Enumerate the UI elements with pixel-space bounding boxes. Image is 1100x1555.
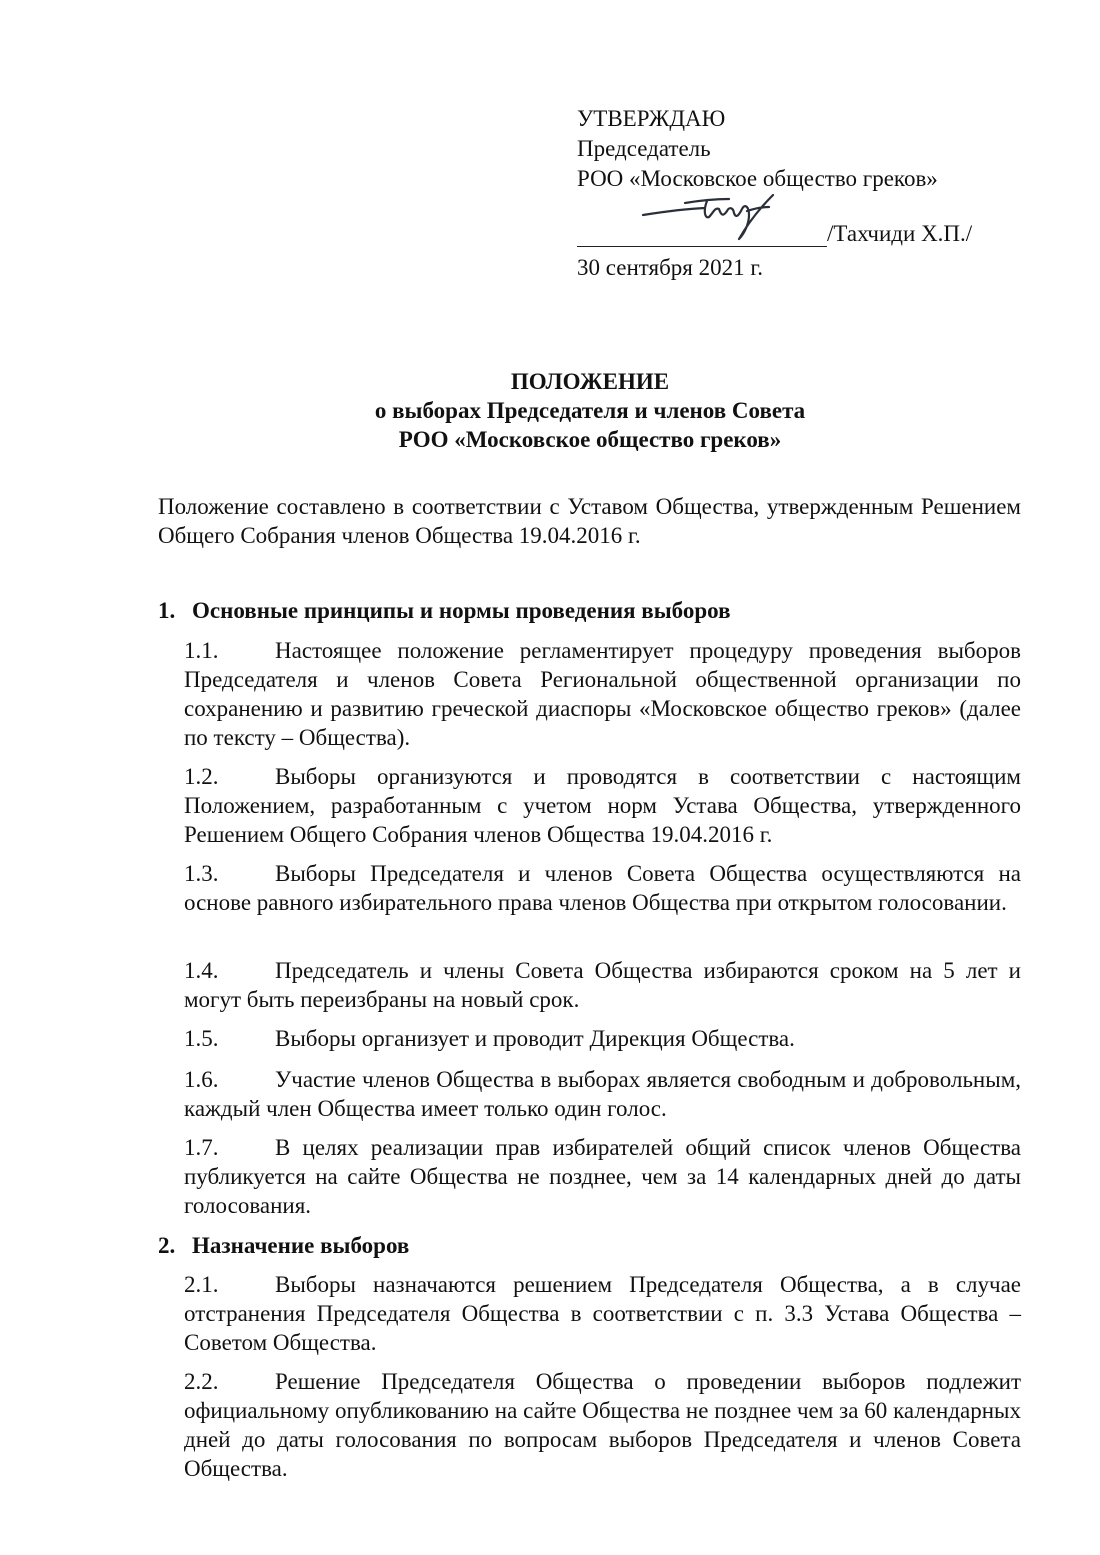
section-title: Назначение выборов xyxy=(192,1233,410,1258)
clause-1-1 xyxy=(184,636,1021,752)
approval-date: 30 сентября 2021 г. xyxy=(577,255,763,280)
clause-1-3 xyxy=(184,859,1021,917)
clause-number: 1.1. xyxy=(184,638,219,663)
section-number: 1. xyxy=(158,598,176,623)
section-number: 2. xyxy=(158,1233,176,1258)
clause-text: Решение Председателя Общества о проведении выборов подлежит официальному опубликованию на сайте Общества не позднее чем за 60 календарных дней до даты голосования по вопросам выборов Председателя и членов Совета Общества. xyxy=(184,1369,1021,1481)
signature-line xyxy=(577,246,827,247)
title-line-2: о выборах Председателя и членов Совета xyxy=(374,398,806,423)
clause-text: Председатель и члены Совета Общества избираются сроком на 5 лет и могут быть переизбраны на новый срок. xyxy=(184,958,1021,1012)
clause-text: Участие членов Общества в выборах является свободным и добровольным, каждый член Общества имеет только один голос. xyxy=(184,1067,1021,1121)
section-title: Основные принципы и нормы проведения выборов xyxy=(192,598,731,623)
clause-text: Настоящее положение регламентирует процедуру проведения выборов Председателя и членов Совета Региональной общественной организации по сохранению и развитию греческой диаспоры «Московское общество греков» (далее по тексту – Общества). xyxy=(184,638,1021,750)
clause-text: В целях реализации прав избирателей общий список членов Общества публикуется на сайте Общества не позднее, чем за 14 календарных дней до даты голосования. xyxy=(184,1135,1021,1218)
approval-organization: РОО «Московское общество греков» xyxy=(577,166,938,191)
clause-1-7 xyxy=(184,1133,1021,1220)
approval-block xyxy=(577,104,997,283)
title-line-1: ПОЛОЖЕНИЕ xyxy=(510,369,670,394)
clause-1-5 xyxy=(184,1024,1021,1053)
clause-1-2 xyxy=(184,762,1021,849)
approval-position: Председатель xyxy=(577,136,711,161)
section-heading-2 xyxy=(158,1231,409,1260)
clause-2-2 xyxy=(184,1367,1021,1483)
signature-row xyxy=(577,219,997,253)
section-heading-1 xyxy=(158,596,731,625)
clause-number: 2.2. xyxy=(184,1369,219,1394)
clause-number: 1.4. xyxy=(184,958,219,983)
clause-text: Выборы организует и проводит Дирекция Общества. xyxy=(275,1026,795,1051)
signer-name: /Тахчиди Х.П./ xyxy=(827,221,973,246)
intro-paragraph: Положение составлено в соответствии с Уставом Общества, утвержденным Решением Общего Собрания членов Общества 19.04.2016 г. xyxy=(158,494,1021,548)
clause-number: 1.3. xyxy=(184,861,219,886)
clause-text: Выборы Председателя и членов Совета Общества осуществляются на основе равного избирательного права членов Общества при открытом голосовании. xyxy=(184,861,1021,915)
clause-text: Выборы назначаются решением Председателя Общества, а в случае отстранения Председателя Общества в соответствии с п. 3.3 Устава Общества – Советом Общества. xyxy=(184,1272,1021,1355)
clause-number: 1.2. xyxy=(184,764,219,789)
clause-number: 1.6. xyxy=(184,1067,219,1092)
clause-1-6 xyxy=(184,1065,1021,1123)
title-line-3: РОО «Московское общество греков» xyxy=(398,427,782,452)
clause-2-1 xyxy=(184,1270,1021,1357)
clause-number: 2.1. xyxy=(184,1272,219,1297)
handwritten-signature xyxy=(637,185,787,245)
approval-heading: УТВЕРЖДАЮ xyxy=(577,106,726,131)
clause-1-4 xyxy=(184,956,1021,1014)
clause-text: Выборы организуются и проводятся в соответствии с настоящим Положением, разработанным с учетом норм Устава Общества, утвержденного Решением Общего Собрания членов Общества 19.04.2016 г. xyxy=(184,764,1021,847)
clause-number: 1.7. xyxy=(184,1135,219,1160)
clause-number: 1.5. xyxy=(184,1026,219,1051)
document-title xyxy=(0,367,1100,454)
